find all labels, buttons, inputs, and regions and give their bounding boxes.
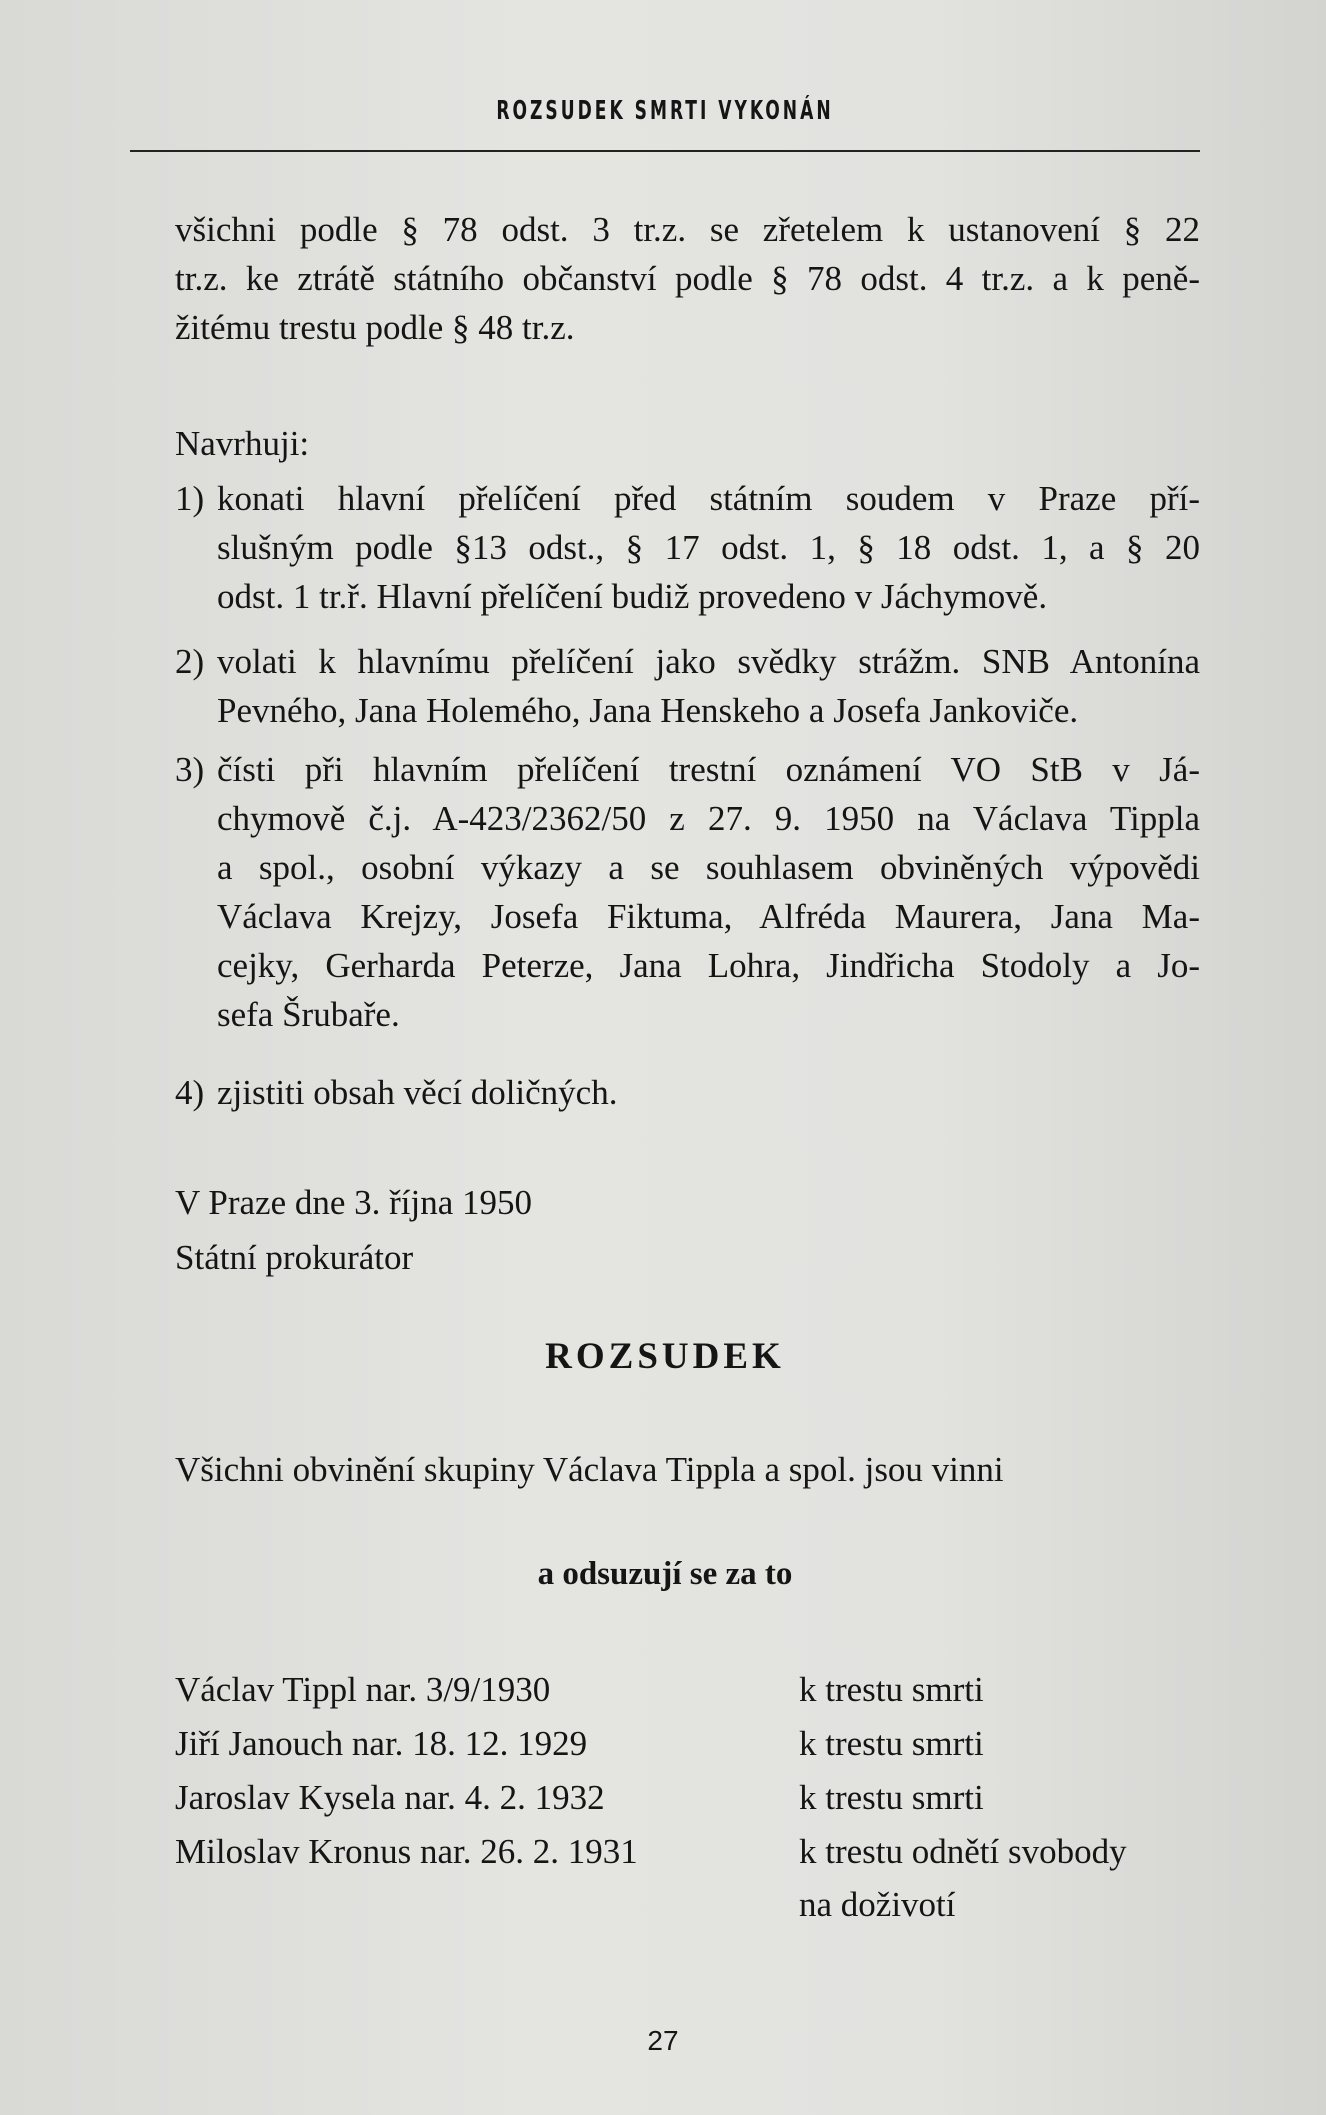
text-line: sefa Šrubaře. xyxy=(217,995,400,1034)
text-line: tr.z. ke ztrátě státního občanství podle § 78 odst. 4 tr.z. a k peně- xyxy=(175,259,1200,298)
item-number: 1) xyxy=(175,479,205,518)
text-line: slušným podle §13 odst., § 17 odst. 1, § 18 odst. 1, a § 20 xyxy=(217,528,1200,567)
text-line: odst. 1 tr.ř. Hlavní přelíčení budiž provedeno v Jáchymově. xyxy=(217,577,1048,616)
defendant-name: Miloslav Kronus nar. 26. 2. 1931 xyxy=(175,1832,638,1871)
text-line: zjistiti obsah věcí doličných. xyxy=(217,1073,618,1112)
item-number: 4) xyxy=(175,1073,205,1112)
penalty: k trestu odnětí svobody xyxy=(799,1832,1127,1871)
defendant-name: Jiří Janouch nar. 18. 12. 1929 xyxy=(175,1724,588,1763)
proposal-item-4 xyxy=(175,1068,1200,1117)
item-number: 3) xyxy=(175,750,205,789)
text-line: volati k hlavnímu přelíčení jako svědky strážm. SNB Antonína xyxy=(217,642,1200,681)
proposal-item-3 xyxy=(175,745,1200,1039)
text-line: chymově č.j. A-423/2362/50 z 27. 9. 1950 na Václava Tippla xyxy=(217,799,1200,838)
proposal-item-2 xyxy=(175,637,1200,735)
penalty: k trestu smrti xyxy=(799,1724,984,1763)
intro-paragraph xyxy=(175,205,1200,352)
sentenced-line: a odsuzují se za to xyxy=(537,1556,793,1592)
text-line: Pevného, Jana Holemého, Jana Henskeho a Josefa Jankoviče. xyxy=(217,691,1079,730)
text-line: Václava Krejzy, Josefa Fiktuma, Alfréda Maurera, Jana Ma- xyxy=(217,897,1200,936)
text-line: cejky, Gerharda Peterze, Jana Lohra, Jindřicha Stodoly a Jo- xyxy=(217,946,1200,985)
penalty: k trestu smrti xyxy=(799,1670,984,1709)
defendant-name: Jaroslav Kysela nar. 4. 2. 1932 xyxy=(175,1778,605,1817)
penalty-continuation: na doživotí xyxy=(799,1885,956,1924)
prosecutor-role: Státní prokurátor xyxy=(175,1238,414,1277)
text-line: všichni podle § 78 odst. 3 tr.z. se zřetelem k ustanovení § 22 xyxy=(175,210,1200,249)
place-date: V Praze dne 3. října 1950 xyxy=(175,1183,533,1222)
proposal-item-1 xyxy=(175,474,1200,621)
item-number: 2) xyxy=(175,642,205,681)
running-header: ROZSUDEK SMRTI VYKONÁN xyxy=(496,96,834,126)
defendant-name: Václav Tippl nar. 3/9/1930 xyxy=(175,1670,551,1709)
text-line: čísti při hlavním přelíčení trestní oznámení VO StB v Já- xyxy=(217,750,1200,789)
penalty: k trestu smrti xyxy=(799,1778,984,1817)
verdict-statement: Všichni obvinění skupiny Václava Tippla a spol. jsou vinni xyxy=(175,1450,1004,1489)
header-rule xyxy=(130,150,1200,152)
proposal-heading: Navrhuji: xyxy=(175,424,310,463)
page-number: 27 xyxy=(647,2025,679,2056)
text-line: žitému trestu podle § 48 tr.z. xyxy=(175,308,575,347)
verdict-title: ROZSUDEK xyxy=(545,1336,785,1377)
text-line: konati hlavní přelíčení před státním soudem v Praze pří- xyxy=(217,479,1200,518)
text-line: a spol., osobní výkazy a se souhlasem obviněných výpovědi xyxy=(217,848,1200,887)
